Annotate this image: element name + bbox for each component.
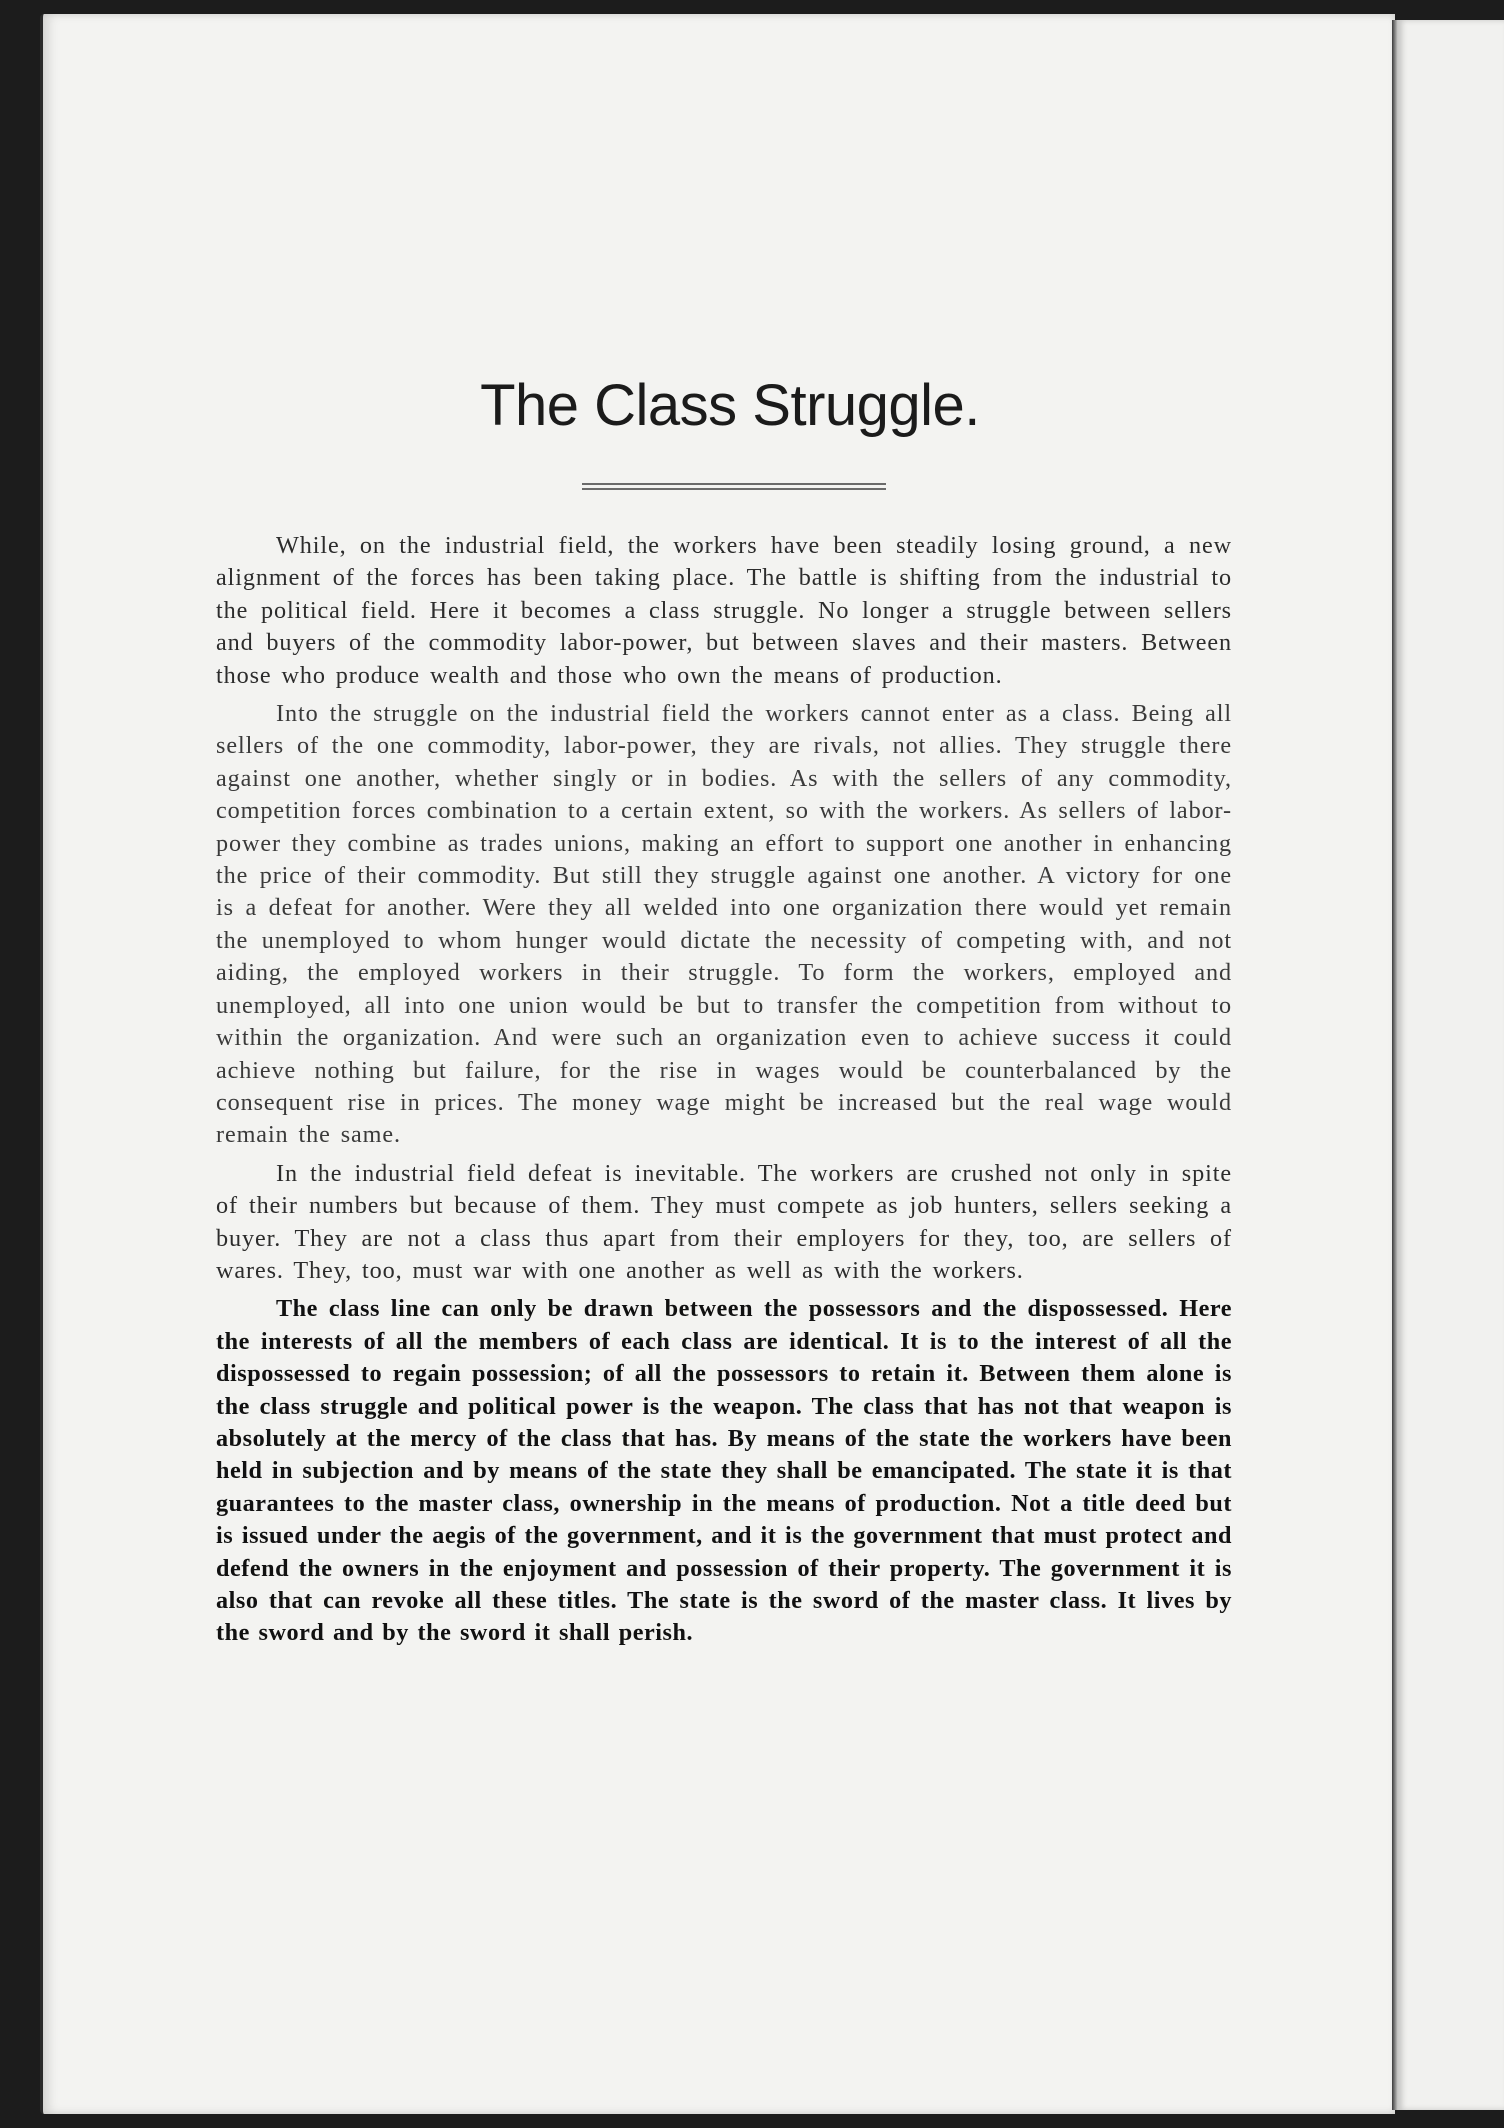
- divider-line-bottom: [582, 488, 886, 490]
- page-right-edge-visible: [1398, 20, 1504, 2110]
- paragraph-4: The class line can only be drawn between the possessors and the dispossessed. Here the interests of all the members of each class are identical. It is to the interest of all the dispossessed to regain possession; of all the possessors to retain it. Between them alone is the class struggle and political power is the weapon. The class that has not that weapon is absolutely at the mercy of the class that has. By means of the state the workers have been held in subjection and by means of the state they shall be emancipated. The state it is that guarantees to the master class, ownership in the means of production. Not a title deed but is issued under the aegis of the government, and it is the government that must protect and defend the owners in the enjoyment and possession of their property. The government it is also that can revoke all these titles. The state is the sword of the master class. It lives by the sword and by the sword it shall perish.: [216, 1295, 1232, 1647]
- paragraph-1: While, on the industrial field, the workers have been steadily losing ground, a new alignment of the forces has been taking place. The battle is shifting from the industrial to the political field. Here it becomes a class struggle. No longer a struggle between sellers and buyers of the commodity labor-power, but between slaves and their masters. Between those who produce wealth and those who own the means of production.: [216, 532, 1232, 689]
- article-body: [216, 530, 1232, 1656]
- title-divider: [582, 483, 886, 495]
- paragraph-3: In the industrial field defeat is inevitable. The workers are crushed not only in spite of their numbers but because of them. They must compete as job hunters, sellers seeking a buyer. They are not a class thus apart from their employers for they, too, are sellers of wares. They, too, must war with one another as well as with the workers.: [216, 1159, 1232, 1284]
- divider-line-top: [582, 483, 886, 485]
- paragraph-2: Into the struggle on the industrial field the workers cannot enter as a class. Being all sellers of the one commodity, labor-power, they are rivals, not allies. They struggle there against one another, whether singly or in bodies. As with the sellers of any commodity, competition forces combination to a certain extent, so with the workers. As sellers of labor-power they combine as trades unions, making an effort to support one another in enhancing the price of their commodity. But still they struggle against one another. A victory for one is a defeat for another. Were they all welded into one organization there would yet remain the unemployed to whom hunger would dictate the necessity of competing with, and not aiding, the employed workers in their struggle. To form the workers, employed and unemployed, all into one union would be but to transfer the competition from without to within the organization. And were such an organization even to achieve success it could achieve nothing but failure, for the rise in wages would be counterbalanced by the consequent rise in prices. The money wage might be increased but the real wage would remain the same.: [216, 700, 1232, 1149]
- page-title: The Class Struggle.: [480, 373, 980, 438]
